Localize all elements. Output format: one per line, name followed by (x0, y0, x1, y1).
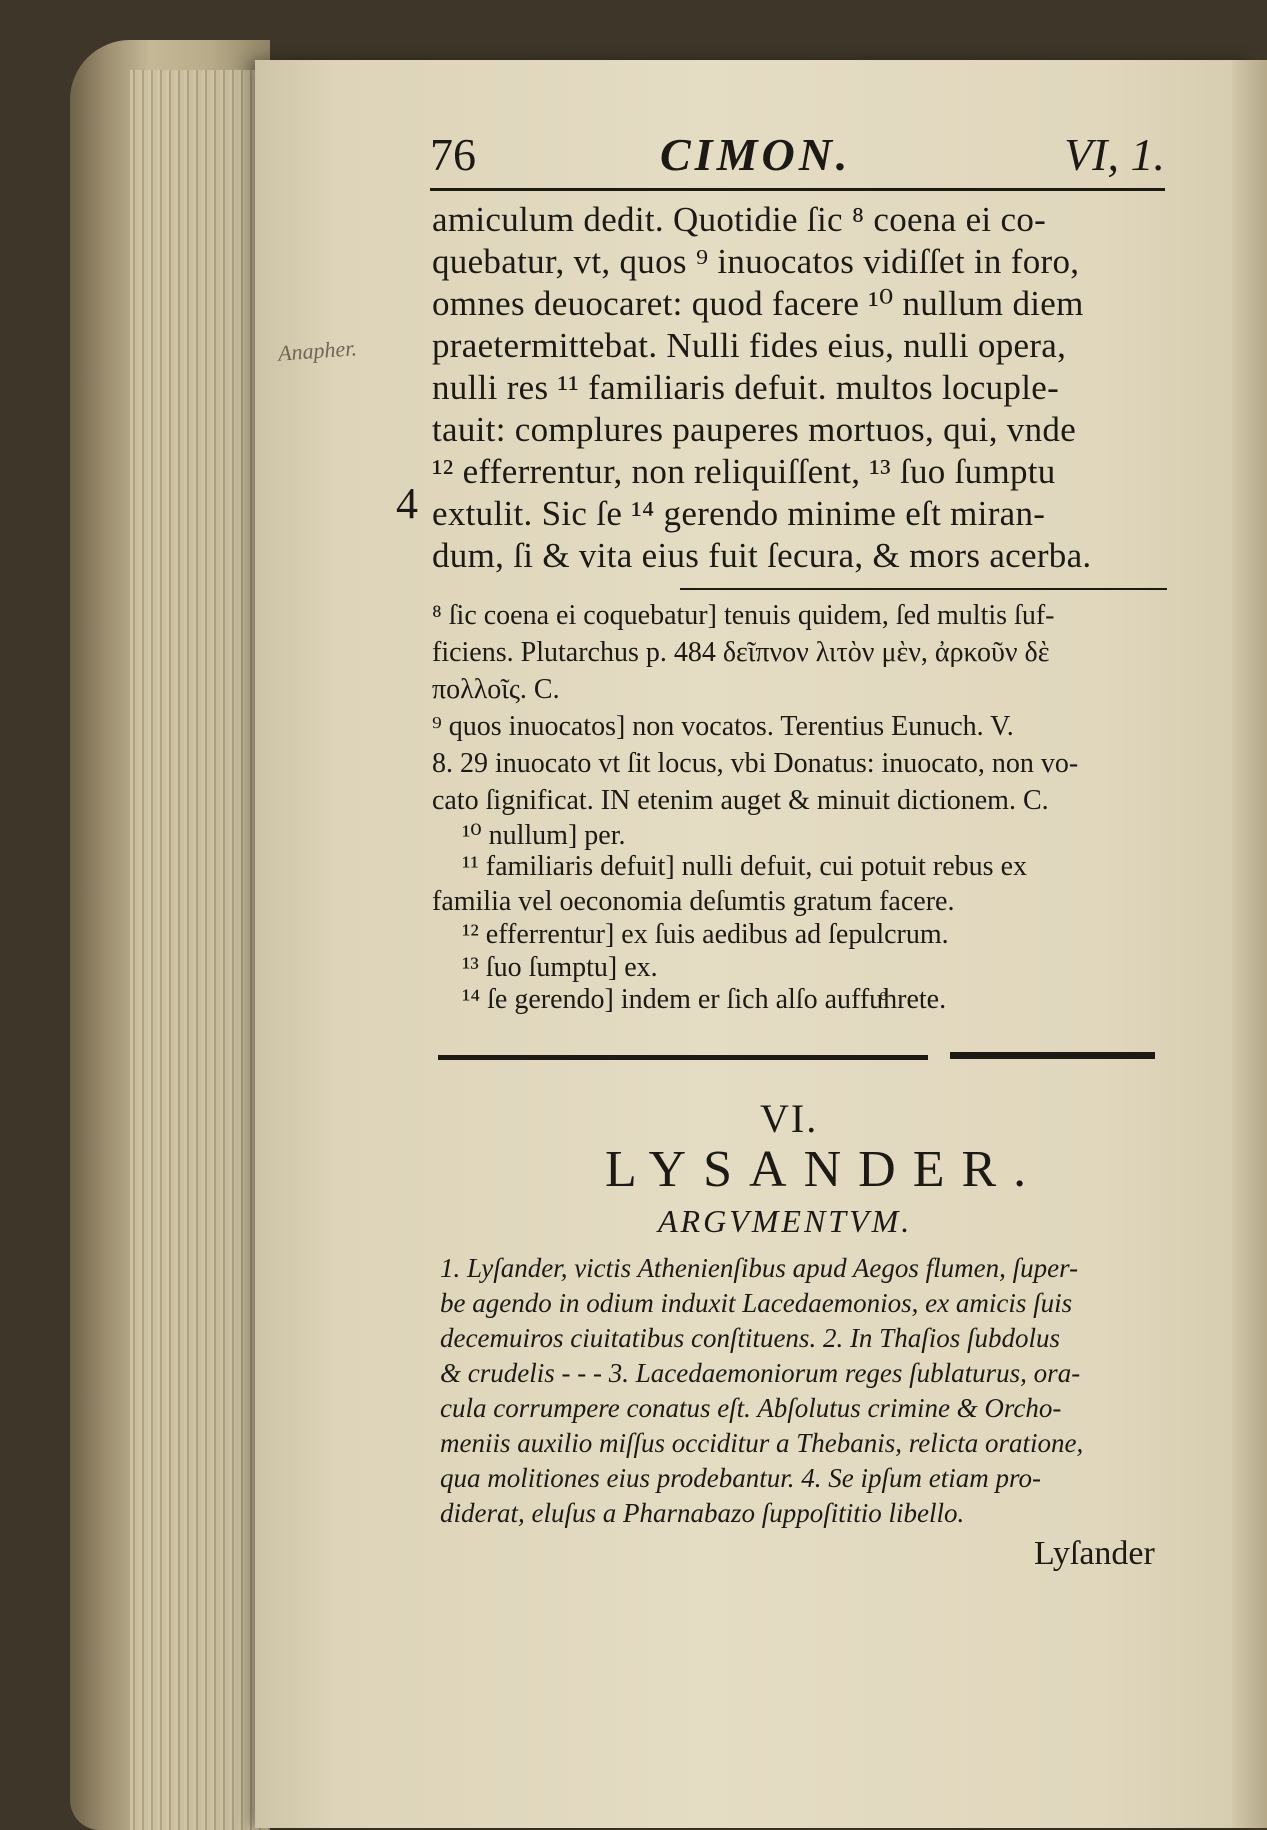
running-head (430, 128, 1165, 188)
page-right-edge (1232, 60, 1267, 1828)
note-line: 8. 29 inuocato vt ſit locus, vbi Donatus: inuocato, non vo- (432, 748, 1079, 779)
note-line: ⁸ ſic coena ei coquebatur] tenuis quidem, ſed multis ſuf- (432, 600, 1055, 631)
note-line: familia vel oeconomia deſumtis gratum facere. (432, 886, 955, 917)
argument-line: & crudelis - - - 3. Lacedaemoniorum reges ſublaturus, ora- (440, 1358, 1081, 1388)
note-line: ¹⁰ nullum] per. (462, 820, 626, 851)
section-number: VI. (760, 1096, 819, 1141)
page-number: 76 (430, 129, 476, 180)
paragraph-number: 4 (396, 479, 418, 528)
body-line: tauit: complures pauperes mortuos, qui, vnde (432, 410, 1077, 449)
body-line: dum, ſi & vita eius fuit ſecura, & mors acerba. (432, 536, 1092, 575)
body-line: extulit. Sic ſe ¹⁴ gerendo minime eſt miran- (432, 494, 1046, 533)
body-line: omnes deuocaret: quod facere ¹⁰ nullum diem (432, 284, 1084, 323)
argument-heading: ARGVMENTVM. (658, 1203, 913, 1239)
body-line: quebatur, vt, quos ⁹ inuocatos vidiſſet in foro, (432, 242, 1080, 281)
body-line: praetermittebat. Nulli fides eius, nulli opera, (432, 326, 1067, 365)
note-line: πολλοῖς. C. (432, 674, 560, 705)
catchword: Lyſander (1034, 1535, 1155, 1572)
note-line: ¹² efferrentur] ex ſuis aedibus ad ſepulcrum. (462, 919, 949, 950)
body-line: nulli res ¹¹ familiaris defuit. multos locuple- (432, 368, 1060, 407)
header-rule (430, 188, 1165, 191)
argument-line: diderat, eluſus a Pharnabazo ſuppoſititio libello. (440, 1498, 965, 1528)
note-line: ¹⁴ ſe gerendo] indem er ſich alſo auffuͤhrete. (462, 984, 947, 1015)
section-reference: VI, 1. (1064, 129, 1165, 180)
note-line: ⁹ quos inuocatos] non vocatos. Terentius Eunuch. V. (432, 711, 1014, 742)
page-stack-edges (130, 70, 270, 1830)
argument-line: cula corrumpere conatus eſt. Abſolutus crimine & Orcho- (440, 1393, 1062, 1423)
argument-line: 1. Lyſander, victis Athenienſibus apud Aegos flumen, ſuper- (440, 1253, 1079, 1283)
note-line: ficiens. Plutarchus p. 484 δεῖπνον λιτὸν μὲν, ἀρκοῦν δὲ (432, 637, 1050, 668)
body-line: amiculum dedit. Quotidie ſic ⁸ coena ei co- (432, 200, 1047, 239)
notes-rule (680, 588, 1167, 590)
argument-line: meniis auxilio miſſus occiditur a Thebanis, relicta oratione, (440, 1428, 1084, 1458)
argument-line: qua molitiones eius prodebantur. 4. Se ipſum etiam pro- (440, 1463, 1041, 1493)
note-line: cato ſignificat. IN etenim auget & minuit dictionem. C. (432, 785, 1049, 816)
section-rule-left (438, 1055, 928, 1060)
argument-line: decemuiros ciuitatibus conſtituens. 2. In Thaſios ſubdolus (440, 1323, 1060, 1353)
running-title: CIMON. (660, 129, 852, 180)
section-title: LYSANDER. (605, 1141, 1044, 1198)
section-rule-right (950, 1052, 1155, 1059)
body-line: ¹² efferrentur, non reliquiſſent, ¹³ ſuo ſumptu (432, 452, 1056, 491)
note-line: ¹³ ſuo ſumptu] ex. (462, 952, 658, 983)
handwritten-margin-note: Anapher. (277, 335, 358, 366)
argument-line: be agendo in odium induxit Lacedaemonios, ex amicis ſuis (440, 1288, 1073, 1318)
note-line: ¹¹ familiaris defuit] nulli defuit, cui potuit rebus ex (462, 851, 1027, 882)
